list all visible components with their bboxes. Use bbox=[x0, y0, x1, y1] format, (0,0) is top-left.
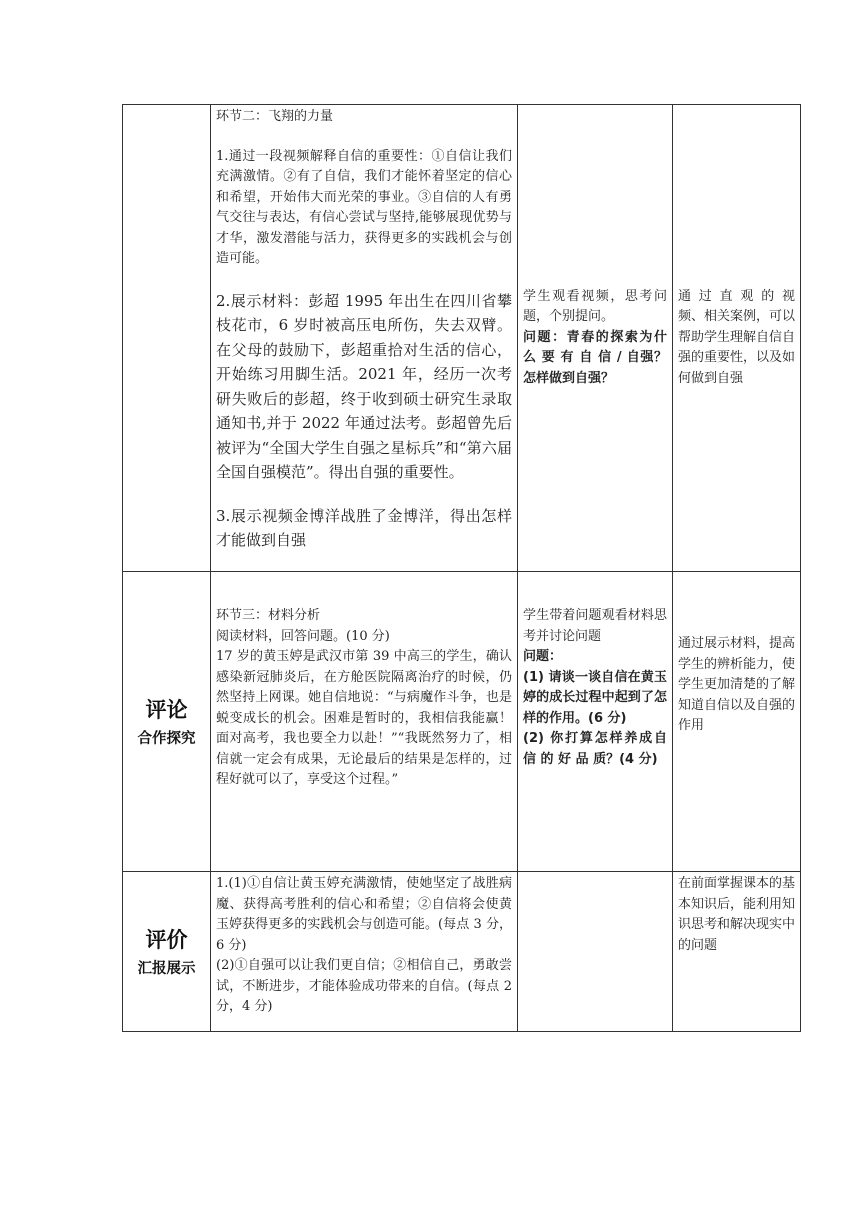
table-row bbox=[123, 105, 801, 572]
stage-cell bbox=[123, 105, 211, 572]
teacher-paragraph: 2.展示材料：彭超 1995 年出生在四川省攀枝花市，6 岁时被高压电所伤，失去双臂。在父母的鼓励下，彭超重拾对生活的信心，开始练习用脚生活。2021 年，经历一次考研失败后的彭超，终于收到硕士研究生录取通知书,并于 2022 年通过法考。彭超曾先后被评为“全国大学生自强之星标兵”和“第六届全国自强模范”。得出自强的重要性。 bbox=[216, 291, 512, 481]
teacher-instruction: 阅读材料，回答问题。(10 分) bbox=[216, 628, 390, 644]
lesson-plan-table bbox=[122, 104, 801, 1032]
student-activity-cell bbox=[518, 572, 673, 872]
section-heading: 环节二：飞翔的力量 bbox=[216, 109, 334, 124]
design-intent-cell bbox=[673, 872, 801, 1032]
stage-cell bbox=[123, 572, 211, 872]
table-row bbox=[123, 572, 801, 872]
table-row bbox=[123, 872, 801, 1032]
design-intent-text: 在前面掌握课本的基本知识后，能利用知识思考和解决现实中的问题 bbox=[678, 876, 796, 953]
stage-subtitle: 汇报展示 bbox=[137, 960, 196, 977]
stage-subtitle: 合作探究 bbox=[137, 730, 196, 747]
stage-cell bbox=[123, 872, 211, 1032]
design-intent-text: 通 过 直 观 的 视频、相关案例，可以帮助学生理解自信自强的重要性，以及如何做到自强 bbox=[678, 288, 796, 386]
section-heading: 环节三：材料分析 bbox=[216, 608, 321, 623]
student-text: 学生带着问题观看材料思考并讨论问题 bbox=[523, 608, 667, 644]
student-activity-cell bbox=[518, 872, 673, 1032]
answer-text: (2)①自强可以让我们更自信；②相信自己，勇敢尝试，不断进步，才能体验成功带来的自信。(每点 2 分，4 分) bbox=[216, 958, 512, 1014]
student-activity-cell bbox=[518, 105, 673, 572]
design-intent-cell bbox=[673, 105, 801, 572]
student-question: 问题：青春的探索为什 么 要 有 自 信 / 自强？怎样做到自强？ bbox=[523, 329, 667, 386]
student-text: 学生观看视频，思考问题，个别提问。 bbox=[523, 288, 667, 325]
teacher-paragraph: 1.通过一段视频解释自信的重要性：①自信让我们充满激情。②有了自信，我们才能怀着坚定的信心和希望，开始伟大而光荣的事业。③自信的人有勇气交往与表达，有信心尝试与坚持,能够展现优势与才华，激发潜能与活力，获得更多的实践机会与创造可能。 bbox=[216, 148, 512, 266]
question-label: 问题： bbox=[523, 649, 563, 664]
design-intent-cell bbox=[673, 572, 801, 872]
student-question: (1) 请谈一谈自信在黄玉婷的成长过程中起到了怎样的作用。(6 分) bbox=[523, 669, 667, 726]
teacher-activity-cell bbox=[211, 872, 518, 1032]
material-text: 17 岁的黄玉婷是武汉市第 39 中高三的学生，确认感染新冠肺炎后，在方舱医院隔离治疗的时候，仍然坚持上网课。她自信地说：“与病魔作斗争，也是蜕变成长的机会。困难是暂时的，我相信我能赢！面对高考，我也要全力以赴！”“我既然努力了，相信就一定会有成果，无论最后的结果是怎样的，过程好就可以了，享受这个过程。” bbox=[216, 649, 512, 787]
teacher-activity-cell bbox=[211, 105, 518, 572]
stage-title: 评论 bbox=[145, 697, 188, 722]
stage-title: 评价 bbox=[145, 927, 188, 952]
teacher-activity-cell bbox=[211, 572, 518, 872]
design-intent-text: 通过展示材料，提高学生的辨析能力，使学生更加清楚的了解知道自信以及自强的作用 bbox=[678, 636, 796, 733]
answer-text: 1.(1)①自信让黄玉婷充满激情，使她坚定了战胜病魔、获得高考胜利的信心和希望；②自信将会使黄玉婷获得更多的实践机会与创造可能。(每点 3 分，6 分) bbox=[216, 876, 512, 953]
student-question: (2) 你打算怎样养成自 信 的 好 品 质？(4 分) bbox=[523, 731, 667, 767]
teacher-paragraph: 3.展示视频金博洋战胜了金博洋，得出怎样才能做到自强 bbox=[216, 506, 512, 549]
